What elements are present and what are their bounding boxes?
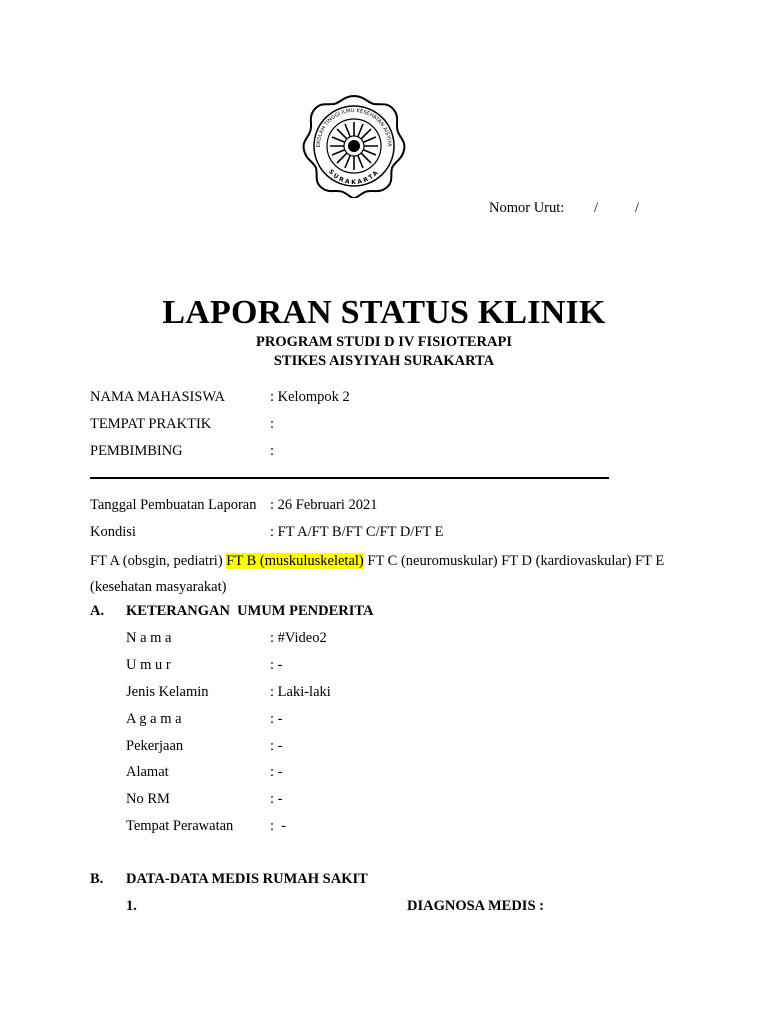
supervisor-label: PEMBIMBING xyxy=(90,443,183,459)
patient-rm-label: No RM xyxy=(126,791,170,807)
section-divider xyxy=(90,477,609,479)
patient-name-label: N a m a xyxy=(126,630,172,646)
institution-subtitle: STIKES AISYIYAH SURAKARTA xyxy=(273,353,495,369)
section-a-title: KETERANGAN UMUM PENDERITA xyxy=(126,603,374,619)
patient-age-label: U m u r xyxy=(126,657,171,673)
student-name-value: : Kelompok 2 xyxy=(270,389,350,405)
page-title: LAPORAN STATUS KLINIK xyxy=(162,294,606,331)
nomor-urut-label: Nomor Urut: xyxy=(489,200,565,216)
patient-occupation-value: : - xyxy=(270,738,283,754)
practice-place-label: TEMPAT PRAKTIK xyxy=(90,416,212,432)
svg-text:SURAKARTA: SURAKARTA xyxy=(327,168,381,187)
section-b-item-number: 1. xyxy=(126,898,137,914)
svg-text:SEKOLAH TINGGI ILMU KESEHATAN: EKOLAH TINGGI ILMU KESEHATAN AISYIYA xyxy=(315,107,393,148)
student-name-label: NAMA MAHASISWA xyxy=(90,389,225,405)
condition-option-a: FT A (obsgin, pediatri) xyxy=(90,553,227,569)
patient-name-value: : #Video2 xyxy=(270,630,327,646)
report-date-label: Tanggal Pembuatan Laporan xyxy=(90,497,257,513)
patient-rm-value: : - xyxy=(270,791,283,807)
medical-diagnosis-heading: DIAGNOSA MEDIS : xyxy=(407,898,544,914)
care-place-label: Tempat Perawatan xyxy=(126,818,234,834)
patient-address-value: : - xyxy=(270,764,283,780)
section-b-letter: B. xyxy=(90,871,104,887)
patient-occupation-label: Pekerjaan xyxy=(126,738,184,754)
patient-gender-label: Jenis Kelamin xyxy=(126,684,209,700)
nomor-urut-slash-2: / xyxy=(635,200,640,216)
nomor-urut-slash-1: / xyxy=(594,200,599,216)
patient-age-value: : - xyxy=(270,657,283,673)
section-a-letter: A. xyxy=(90,603,105,619)
patient-religion-label: A g a m a xyxy=(126,711,182,727)
nomor-urut xyxy=(489,200,640,217)
condition-label: Kondisi xyxy=(90,524,136,540)
condition-value: : FT A/FT B/FT C/FT D/FT E xyxy=(270,524,444,540)
condition-selected-highlight: FT B (muskuluskeletal) xyxy=(226,553,364,569)
supervisor-value: : xyxy=(270,443,275,459)
program-subtitle: PROGRAM STUDI D IV FISIOTERAPI xyxy=(256,334,512,350)
section-b-title: DATA-DATA MEDIS RUMAH SAKIT xyxy=(126,871,368,887)
patient-gender-value: : Laki-laki xyxy=(270,684,331,700)
practice-place-value: : xyxy=(270,416,275,432)
institution-logo xyxy=(302,94,406,198)
patient-religion-value: : - xyxy=(270,711,283,727)
condition-description xyxy=(90,548,690,600)
care-place-value: : - xyxy=(270,818,287,834)
condition-option-rest: FT C (neuromuskular) FT D (kardiovaskular) FT E (kesehatan masyarakat) xyxy=(90,553,665,595)
patient-address-label: Alamat xyxy=(126,764,169,780)
report-date-value: : 26 Februari 2021 xyxy=(270,497,378,513)
